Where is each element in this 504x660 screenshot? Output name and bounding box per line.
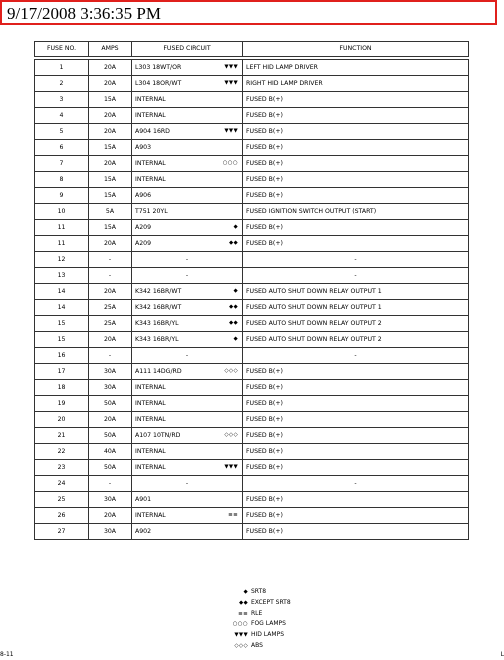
fused-circuit-cell	[132, 492, 243, 508]
fuse-number-cell: 15	[35, 316, 89, 332]
amps-cell: 20A	[89, 108, 132, 124]
fuse-number-cell: 14	[35, 300, 89, 316]
fused-circuit-cell	[132, 364, 243, 380]
legend-label: EXCEPT SRT8	[251, 598, 291, 606]
fuse-number-cell: 20	[35, 412, 89, 428]
fuse-number-cell: 19	[35, 396, 89, 412]
table-row	[35, 476, 469, 492]
fused-circuit-cell	[132, 316, 243, 332]
amps-cell: 20A	[89, 60, 132, 76]
fused-circuit-cell	[132, 300, 243, 316]
table-row	[35, 124, 469, 140]
circuit-text: -	[185, 255, 189, 263]
fuse-number-cell: 11	[35, 220, 89, 236]
fuse-number-cell: 3	[35, 92, 89, 108]
legend-symbol-icon: ○○○	[232, 621, 248, 628]
amps-cell: 15A	[89, 140, 132, 156]
option-symbol-icon: ◇◇◇	[224, 368, 238, 374]
function-cell: FUSED B(+)	[243, 380, 469, 396]
fuse-number-cell: 6	[35, 140, 89, 156]
function-cell: FUSED B(+)	[243, 220, 469, 236]
amps-cell: 20A	[89, 156, 132, 172]
fused-circuit-cell	[132, 204, 243, 220]
fused-circuit-cell	[132, 268, 243, 284]
circuit-text: A904 16RD	[135, 127, 170, 135]
fused-circuit-cell	[132, 140, 243, 156]
circuit-text: A906	[135, 191, 152, 199]
circuit-text: INTERNAL	[135, 511, 166, 519]
amps-cell: -	[89, 348, 132, 364]
fused-circuit-cell	[132, 76, 243, 92]
fuse-table-body	[35, 60, 469, 540]
fuse-number-cell: 4	[35, 108, 89, 124]
page-number-left: 8-11	[0, 651, 14, 658]
circuit-text: INTERNAL	[135, 175, 166, 183]
function-cell: FUSED B(+)	[243, 188, 469, 204]
table-row	[35, 220, 469, 236]
legend-item	[232, 619, 352, 630]
circuit-text: INTERNAL	[135, 447, 166, 455]
amps-cell: 30A	[89, 364, 132, 380]
legend-label: RLE	[251, 609, 263, 617]
circuit-text: INTERNAL	[135, 463, 166, 471]
circuit-text: A902	[135, 527, 152, 535]
table-row	[35, 396, 469, 412]
fuse-number-cell: 2	[35, 76, 89, 92]
option-symbol-icon: ◆◆	[228, 304, 238, 310]
function-cell: FUSED B(+)	[243, 92, 469, 108]
table-row	[35, 284, 469, 300]
amps-cell: 5A	[89, 204, 132, 220]
fuse-number-cell: 9	[35, 188, 89, 204]
circuit-text: A209	[135, 239, 152, 247]
amps-cell: 30A	[89, 380, 132, 396]
circuit-text: -	[185, 479, 189, 487]
fuse-number-cell: 15	[35, 332, 89, 348]
legend-symbol-icon: ◇◇◇	[234, 642, 248, 649]
fused-circuit-cell	[132, 236, 243, 252]
circuit-text: INTERNAL	[135, 383, 166, 391]
fused-circuit-cell	[132, 508, 243, 524]
table-row	[35, 412, 469, 428]
fuse-number-cell: 27	[35, 524, 89, 540]
amps-cell: 30A	[89, 524, 132, 540]
fuse-number-cell: 18	[35, 380, 89, 396]
legend-item	[232, 587, 352, 598]
amps-cell: 25A	[89, 300, 132, 316]
legend-symbol-icon: ◆◆	[238, 599, 248, 606]
table-row	[35, 204, 469, 220]
table-row	[35, 172, 469, 188]
circuit-text: INTERNAL	[135, 95, 166, 103]
function-cell: FUSED B(+)	[243, 412, 469, 428]
fused-circuit-cell	[132, 92, 243, 108]
option-symbol-icon: ≡≡	[228, 512, 238, 518]
fused-circuit-cell	[132, 460, 243, 476]
fuse-number-cell: 13	[35, 268, 89, 284]
option-symbol-icon: ▼▼▼	[224, 64, 238, 70]
amps-cell: 20A	[89, 508, 132, 524]
fuse-number-cell: 24	[35, 476, 89, 492]
table-row	[35, 492, 469, 508]
fuse-number-cell: 1	[35, 60, 89, 76]
fused-circuit-cell	[132, 444, 243, 460]
legend-symbol-icon: ◆	[243, 589, 248, 595]
function-cell: FUSED B(+)	[243, 172, 469, 188]
option-symbol-icon: ◇◇◇	[224, 432, 238, 438]
table-row	[35, 524, 469, 540]
circuit-text: K342 16BR/WT	[135, 287, 182, 295]
function-cell: -	[243, 348, 469, 364]
table-header-row	[35, 42, 469, 57]
table-row	[35, 428, 469, 444]
option-symbol-icon: ◆	[233, 288, 238, 294]
table-row	[35, 140, 469, 156]
function-cell: FUSED B(+)	[243, 108, 469, 124]
function-cell: FUSED B(+)	[243, 396, 469, 412]
function-cell: FUSED AUTO SHUT DOWN RELAY OUTPUT 2	[243, 316, 469, 332]
timestamp: 9/17/2008 3:36:35 PM	[7, 4, 161, 23]
circuit-text: K342 16BR/WT	[135, 303, 182, 311]
legend-item	[232, 630, 352, 641]
table-row	[35, 460, 469, 476]
col-header-fuse-no: FUSE NO.	[35, 42, 89, 57]
fuse-number-cell: 10	[35, 204, 89, 220]
circuit-text: A903	[135, 143, 152, 151]
fused-circuit-cell	[132, 220, 243, 236]
table-row	[35, 188, 469, 204]
fuse-number-cell: 8	[35, 172, 89, 188]
fused-circuit-cell	[132, 156, 243, 172]
option-symbol-icon: ◆◆	[228, 320, 238, 326]
function-cell: FUSED B(+)	[243, 156, 469, 172]
amps-cell: 50A	[89, 396, 132, 412]
amps-cell: 20A	[89, 124, 132, 140]
amps-cell: 25A	[89, 316, 132, 332]
fuse-number-cell: 21	[35, 428, 89, 444]
fused-circuit-cell	[132, 284, 243, 300]
function-cell: FUSED B(+)	[243, 524, 469, 540]
function-cell: FUSED IGNITION SWITCH OUTPUT (START)	[243, 204, 469, 220]
amps-cell: 20A	[89, 332, 132, 348]
fuse-number-cell: 14	[35, 284, 89, 300]
option-symbol-icon: ▼▼▼	[224, 464, 238, 470]
col-header-fused-circuit: FUSED CIRCUIT	[132, 42, 243, 57]
function-cell: -	[243, 268, 469, 284]
col-header-amps: AMPS	[89, 42, 132, 57]
fuse-number-cell: 22	[35, 444, 89, 460]
table-row	[35, 252, 469, 268]
fuse-number-cell: 26	[35, 508, 89, 524]
amps-cell: 20A	[89, 412, 132, 428]
table-row	[35, 348, 469, 364]
function-cell: FUSED AUTO SHUT DOWN RELAY OUTPUT 1	[243, 300, 469, 316]
circuit-text: -	[185, 271, 189, 279]
fuse-number-cell: 11	[35, 236, 89, 252]
circuit-text: INTERNAL	[135, 159, 166, 167]
legend-item	[232, 598, 352, 609]
fused-circuit-cell	[132, 108, 243, 124]
amps-cell: 15A	[89, 92, 132, 108]
function-cell: FUSED AUTO SHUT DOWN RELAY OUTPUT 1	[243, 284, 469, 300]
amps-cell: 40A	[89, 444, 132, 460]
fused-circuit-cell	[132, 396, 243, 412]
circuit-text: A209	[135, 223, 152, 231]
fuse-table	[34, 41, 469, 540]
function-cell: FUSED AUTO SHUT DOWN RELAY OUTPUT 2	[243, 332, 469, 348]
option-symbol-icon: ◆	[233, 224, 238, 230]
option-symbol-icon: ○○○	[222, 160, 238, 166]
legend-label: FOG LAMPS	[251, 620, 286, 628]
table-row	[35, 156, 469, 172]
amps-cell: 50A	[89, 460, 132, 476]
legend-label: HID LAMPS	[251, 631, 284, 639]
table-row	[35, 300, 469, 316]
fuse-number-cell: 17	[35, 364, 89, 380]
fused-circuit-cell	[132, 172, 243, 188]
legend-symbol-icon: ≡≡	[238, 610, 248, 617]
function-cell: FUSED B(+)	[243, 460, 469, 476]
amps-cell: 15A	[89, 188, 132, 204]
legend-item	[232, 641, 352, 652]
amps-cell: 20A	[89, 236, 132, 252]
function-cell: LEFT HID LAMP DRIVER	[243, 60, 469, 76]
circuit-text: A111 14DG/RD	[135, 367, 182, 375]
fuse-number-cell: 25	[35, 492, 89, 508]
fused-circuit-cell	[132, 380, 243, 396]
table-row	[35, 236, 469, 252]
fused-circuit-cell	[132, 124, 243, 140]
amps-cell: -	[89, 476, 132, 492]
function-cell: FUSED B(+)	[243, 364, 469, 380]
table-row	[35, 108, 469, 124]
fused-circuit-cell	[132, 524, 243, 540]
function-cell: -	[243, 252, 469, 268]
table-row	[35, 332, 469, 348]
circuit-text: INTERNAL	[135, 415, 166, 423]
function-cell: FUSED B(+)	[243, 140, 469, 156]
fused-circuit-cell	[132, 476, 243, 492]
legend-symbol-icon: ▼▼▼	[234, 632, 248, 639]
legend-label: SRT8	[251, 588, 267, 595]
amps-cell: 20A	[89, 76, 132, 92]
table-row	[35, 364, 469, 380]
fused-circuit-cell	[132, 252, 243, 268]
screenshot-header	[0, 0, 497, 25]
circuit-text: K343 16BR/YL	[135, 335, 179, 343]
function-cell: FUSED B(+)	[243, 492, 469, 508]
function-cell: FUSED B(+)	[243, 124, 469, 140]
circuit-text: A107 10TN/RD	[135, 431, 181, 439]
fuse-number-cell: 23	[35, 460, 89, 476]
fused-circuit-cell	[132, 412, 243, 428]
table-row	[35, 508, 469, 524]
fused-circuit-cell	[132, 188, 243, 204]
symbol-legend	[232, 587, 352, 652]
circuit-text: -	[185, 351, 189, 359]
function-cell: FUSED B(+)	[243, 444, 469, 460]
fused-circuit-cell	[132, 332, 243, 348]
circuit-text: A901	[135, 495, 152, 503]
table-row	[35, 60, 469, 76]
amps-cell: -	[89, 252, 132, 268]
legend-label: ABS	[251, 641, 263, 649]
fuse-number-cell: 7	[35, 156, 89, 172]
function-cell: FUSED B(+)	[243, 428, 469, 444]
circuit-text: INTERNAL	[135, 399, 166, 407]
circuit-text: L304 18OR/WT	[135, 79, 182, 87]
amps-cell: 30A	[89, 492, 132, 508]
circuit-text: INTERNAL	[135, 111, 166, 119]
fused-circuit-cell	[132, 428, 243, 444]
option-symbol-icon: ▼▼▼	[224, 80, 238, 86]
table-row	[35, 268, 469, 284]
option-symbol-icon: ◆	[233, 336, 238, 342]
fuse-number-cell: 5	[35, 124, 89, 140]
amps-cell: 15A	[89, 172, 132, 188]
fused-circuit-cell	[132, 348, 243, 364]
table-row	[35, 92, 469, 108]
page-marker-right: L	[500, 651, 504, 658]
fuse-number-cell: 16	[35, 348, 89, 364]
amps-cell: -	[89, 268, 132, 284]
table-row	[35, 444, 469, 460]
fuse-number-cell: 12	[35, 252, 89, 268]
table-row	[35, 76, 469, 92]
function-cell: -	[243, 476, 469, 492]
col-header-function: FUNCTION	[243, 42, 469, 57]
circuit-text: T751 20YL	[135, 207, 168, 215]
function-cell: RIGHT HID LAMP DRIVER	[243, 76, 469, 92]
table-row	[35, 316, 469, 332]
amps-cell: 15A	[89, 220, 132, 236]
function-cell: FUSED B(+)	[243, 508, 469, 524]
function-cell: FUSED B(+)	[243, 236, 469, 252]
option-symbol-icon: ▼▼▼	[224, 128, 238, 134]
fused-circuit-cell	[132, 60, 243, 76]
amps-cell: 50A	[89, 428, 132, 444]
circuit-text: K343 16BR/YL	[135, 319, 179, 327]
legend-item	[232, 609, 352, 620]
option-symbol-icon: ◆◆	[228, 240, 238, 246]
table-row	[35, 380, 469, 396]
amps-cell: 20A	[89, 284, 132, 300]
circuit-text: L303 18WT/OR	[135, 63, 182, 71]
